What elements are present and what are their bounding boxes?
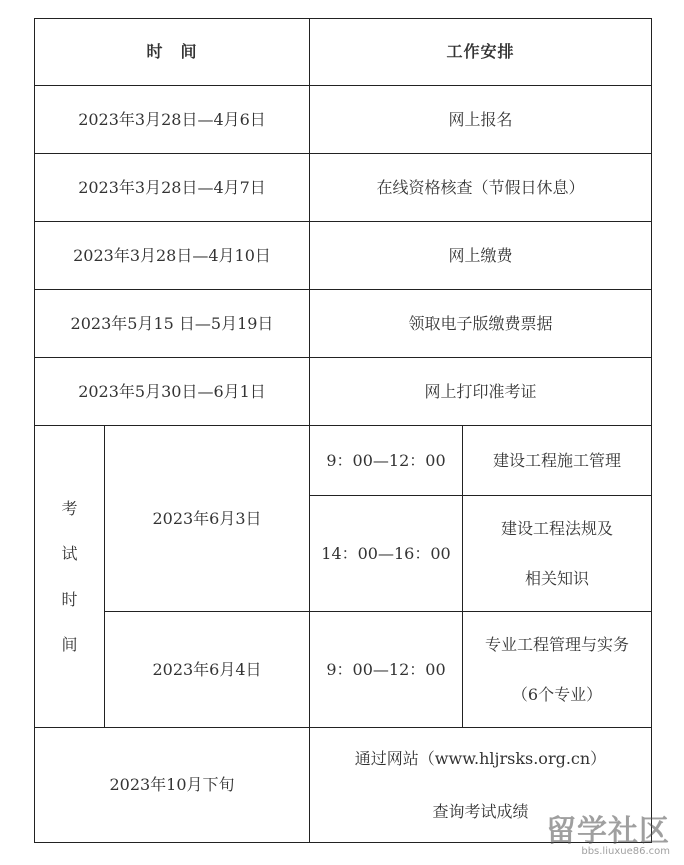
exam-slot-time: 9：00—12：00 bbox=[326, 659, 446, 679]
row-date: 2023年3月28日—4月6日 bbox=[78, 109, 266, 129]
exam-slot-subject: 建设工程施工管理 bbox=[492, 450, 621, 470]
exam-label-char: 试 bbox=[61, 544, 78, 564]
exam-label bbox=[34, 425, 105, 728]
exam-slot-time: 9：00—12：00 bbox=[326, 450, 446, 470]
row-date: 2023年3月28日—4月10日 bbox=[73, 245, 271, 265]
exam-subject-line: 专业工程管理与实务 bbox=[484, 635, 629, 655]
row-task: 网上报名 bbox=[448, 109, 513, 129]
watermark-sub: bbs.liuxue86.com bbox=[581, 846, 670, 857]
exam-slot-subject bbox=[462, 495, 652, 612]
exam-subject-line: （6个专业） bbox=[511, 684, 603, 704]
row-date: 2023年3月28日—4月7日 bbox=[78, 177, 266, 197]
exam-day2-date: 2023年6月4日 bbox=[152, 659, 262, 679]
exam-day1-date: 2023年6月3日 bbox=[152, 508, 262, 528]
exam-subject-line: 相关知识 bbox=[524, 568, 589, 588]
row-task: 在线资格核查（节假日休息） bbox=[376, 177, 585, 197]
row-date: 2023年5月15 日—5月19日 bbox=[70, 313, 274, 333]
header-time: 时 间 bbox=[146, 42, 198, 62]
exam-subject-line: 建设工程法规及 bbox=[500, 519, 613, 539]
exam-slot-subject bbox=[462, 611, 652, 728]
exam-label-char: 间 bbox=[61, 634, 78, 654]
row-date: 2023年5月30日—6月1日 bbox=[78, 381, 266, 401]
watermark-logo bbox=[546, 806, 670, 857]
exam-label-char: 时 bbox=[61, 589, 78, 609]
header-arrangement: 工作安排 bbox=[446, 42, 515, 62]
results-line: 通过网站（www.hljrsks.org.cn） bbox=[354, 748, 607, 768]
watermark-text: 留学社区 bbox=[546, 814, 670, 849]
exam-label-char: 考 bbox=[61, 499, 78, 519]
exam-slot-time: 14：00—16：00 bbox=[321, 543, 451, 563]
row-task: 领取电子版缴费票据 bbox=[408, 313, 553, 333]
row-task: 网上打印准考证 bbox=[424, 381, 537, 401]
results-line: 查询考试成绩 bbox=[432, 802, 529, 821]
results-date: 2023年10月下旬 bbox=[109, 775, 235, 795]
row-task: 网上缴费 bbox=[448, 245, 513, 265]
